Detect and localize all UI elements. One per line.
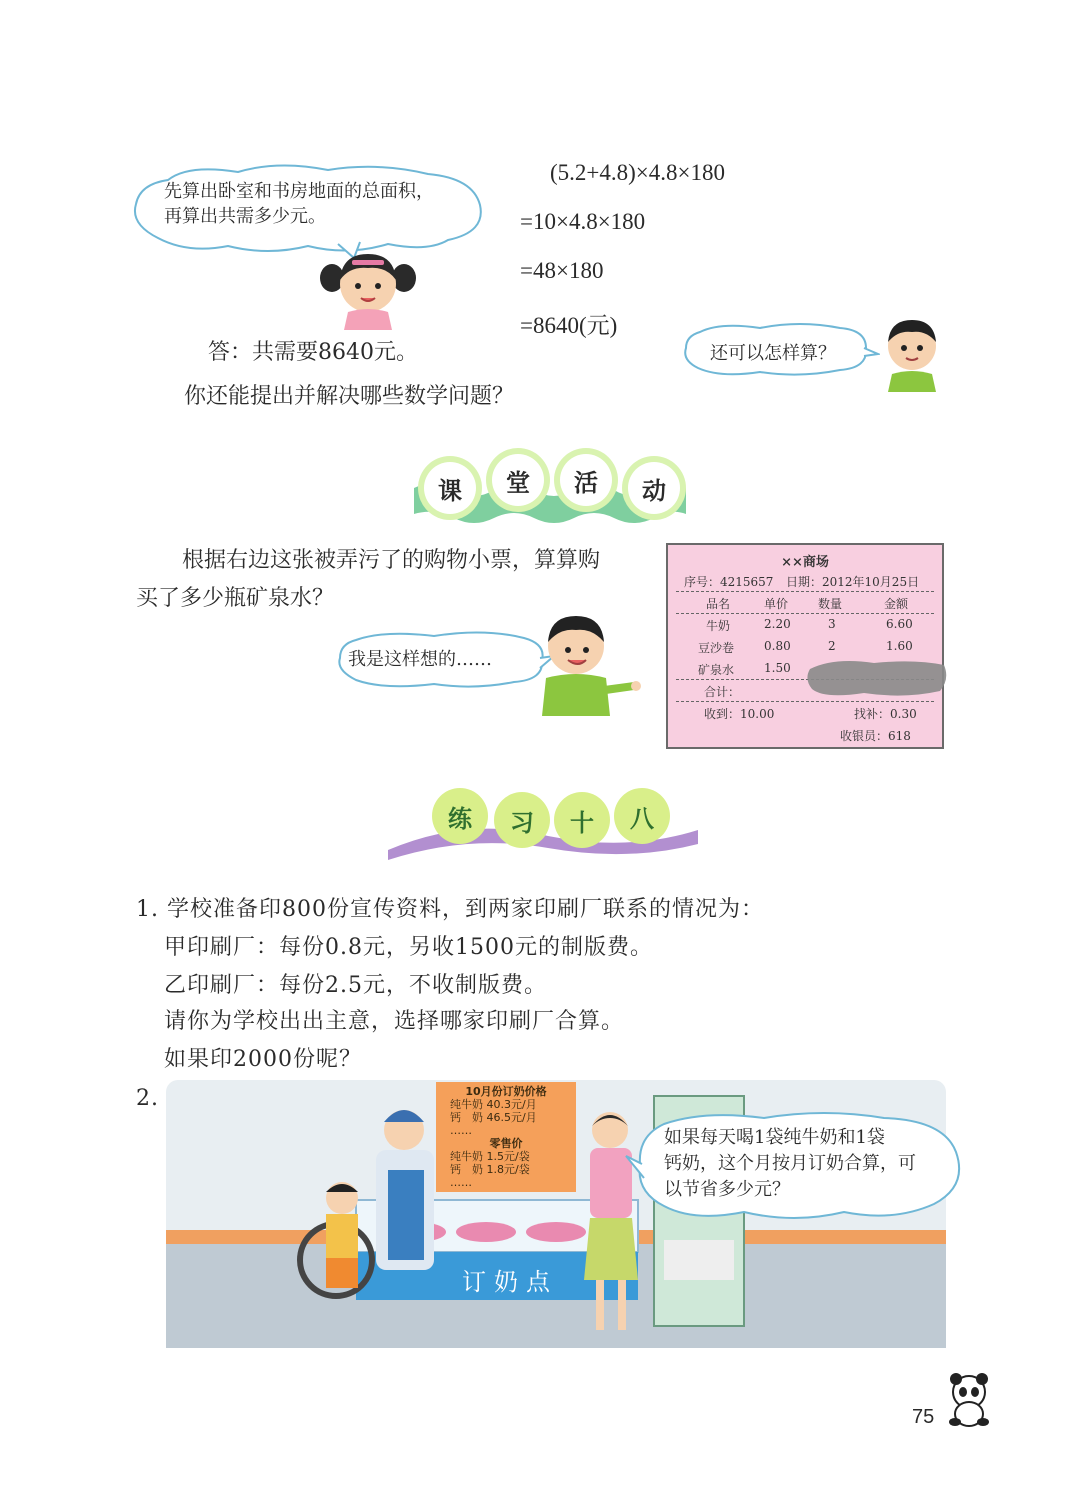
receipt-date: 日期：2012年10月25日 (786, 575, 920, 589)
receipt-row-3-name: 矿泉水 (698, 663, 735, 677)
answer-text: 答：共需要8640元。 (208, 340, 418, 365)
q2-number: 2. (136, 1086, 159, 1111)
receipt-received: 收到：10.00 (704, 707, 775, 721)
q1-line-4: 请你为学校出出主意，选择哪家印刷厂合算。 (164, 1009, 625, 1034)
activity-title-char-3: 活 (560, 454, 612, 506)
calc-line-1: (5.2+4.8)×4.8×180 (550, 160, 725, 185)
receipt-row-2-qty: 2 (828, 639, 836, 653)
board-line-2: 钙 奶 46.5元/月 (450, 1111, 537, 1124)
exercise-title-char-3: 十 (570, 808, 594, 837)
receipt-header-amount: 金额 (884, 597, 909, 611)
receipt-row-1-price: 2.20 (764, 617, 791, 631)
boy-bubble-top-text: 还可以怎样算？ (710, 343, 836, 364)
activity-title-char-4: 动 (628, 462, 680, 514)
receipt-header-price: 单价 (764, 597, 789, 611)
boy-illustration-top (880, 312, 944, 392)
page-number: 75 (912, 1406, 935, 1428)
receipt-header-qty: 数量 (818, 597, 843, 611)
board-line-3: 纯牛奶 1.5元/袋 (450, 1150, 530, 1163)
calc-line-4: =8640(元) (520, 313, 618, 338)
girl-illustration (318, 246, 418, 330)
activity-title-char-2: 堂 (492, 454, 544, 506)
calc-line-2: =10×4.8×180 (520, 209, 646, 234)
receipt-row-2-price: 0.80 (764, 639, 791, 653)
woman-bubble-line-3: 以节省多少元？ (664, 1179, 790, 1200)
board-line-4: 钙 奶 1.8元/袋 (450, 1163, 530, 1176)
girl-bubble-line-2: 再算出共需多少元。 (164, 206, 326, 227)
woman-bubble-line-2: 钙奶，这个月按月订奶合算，可 (664, 1153, 916, 1174)
receipt-row-3-price: 1.50 (764, 661, 791, 675)
receipt-total-label: 合计： (704, 685, 741, 699)
girl-bubble-line-1: 先算出卧室和书房地面的总面积， (164, 181, 434, 202)
receipt-serial: 序号：4215657 (684, 575, 774, 589)
receipt-row-1-name: 牛奶 (706, 619, 731, 633)
price-board (436, 1082, 576, 1192)
receipt-row-1-amount: 6.60 (886, 617, 913, 631)
calc-line-3: =48×180 (520, 258, 604, 283)
exercise-title-char-2: 习 (510, 808, 534, 837)
receipt (666, 543, 944, 749)
exercise-title-char-1: 练 (448, 804, 472, 833)
board-title: 10月份订奶价格 (465, 1085, 547, 1098)
receipt-row-2-amount: 1.60 (886, 639, 913, 653)
board-retail-title: 零售价 (489, 1137, 523, 1150)
activity-title-char-1: 课 (424, 462, 476, 514)
receipt-change: 找补：0.30 (854, 707, 917, 721)
board-line-1: 纯牛奶 40.3元/月 (450, 1098, 537, 1111)
activity-text-line-1: 根据右边这张被弄污了的购物小票，算算购 (182, 548, 601, 573)
question-text: 你还能提出并解决哪些数学问题？ (184, 384, 515, 409)
board-dots-2: …… (450, 1176, 472, 1189)
board-dots-1: …… (450, 1124, 472, 1137)
boy-bubble-activity-text: 我是这样想的…… (348, 649, 492, 670)
receipt-cashier: 收银员：618 (840, 729, 911, 743)
q1-line-1: 1. 学校准备印800份宣传资料，到两家印刷厂联系的情况为： (136, 897, 764, 922)
counter-sign: 订奶点 (462, 1268, 558, 1296)
q1-line-3: 乙印刷厂：每份2.5元，不收制版费。 (164, 973, 547, 998)
receipt-smudge (804, 655, 950, 699)
receipt-row-1-qty: 3 (828, 617, 836, 631)
q1-line-2: 甲印刷厂：每份0.8元，另收1500元的制版费。 (164, 935, 653, 960)
receipt-row-2-name: 豆沙卷 (698, 641, 735, 655)
exercise-title-char-4: 八 (630, 804, 654, 833)
boy-pointing-illustration (526, 612, 642, 716)
woman-bubble-line-1: 如果每天喝1袋纯牛奶和1袋 (664, 1127, 885, 1148)
receipt-header-name: 品名 (706, 597, 731, 611)
activity-text-line-2: 买了多少瓶矿泉水？ (136, 586, 335, 611)
receipt-store: ××商场 (781, 555, 829, 570)
panda-icon (944, 1372, 994, 1428)
q1-line-5: 如果印2000份呢？ (164, 1047, 362, 1072)
